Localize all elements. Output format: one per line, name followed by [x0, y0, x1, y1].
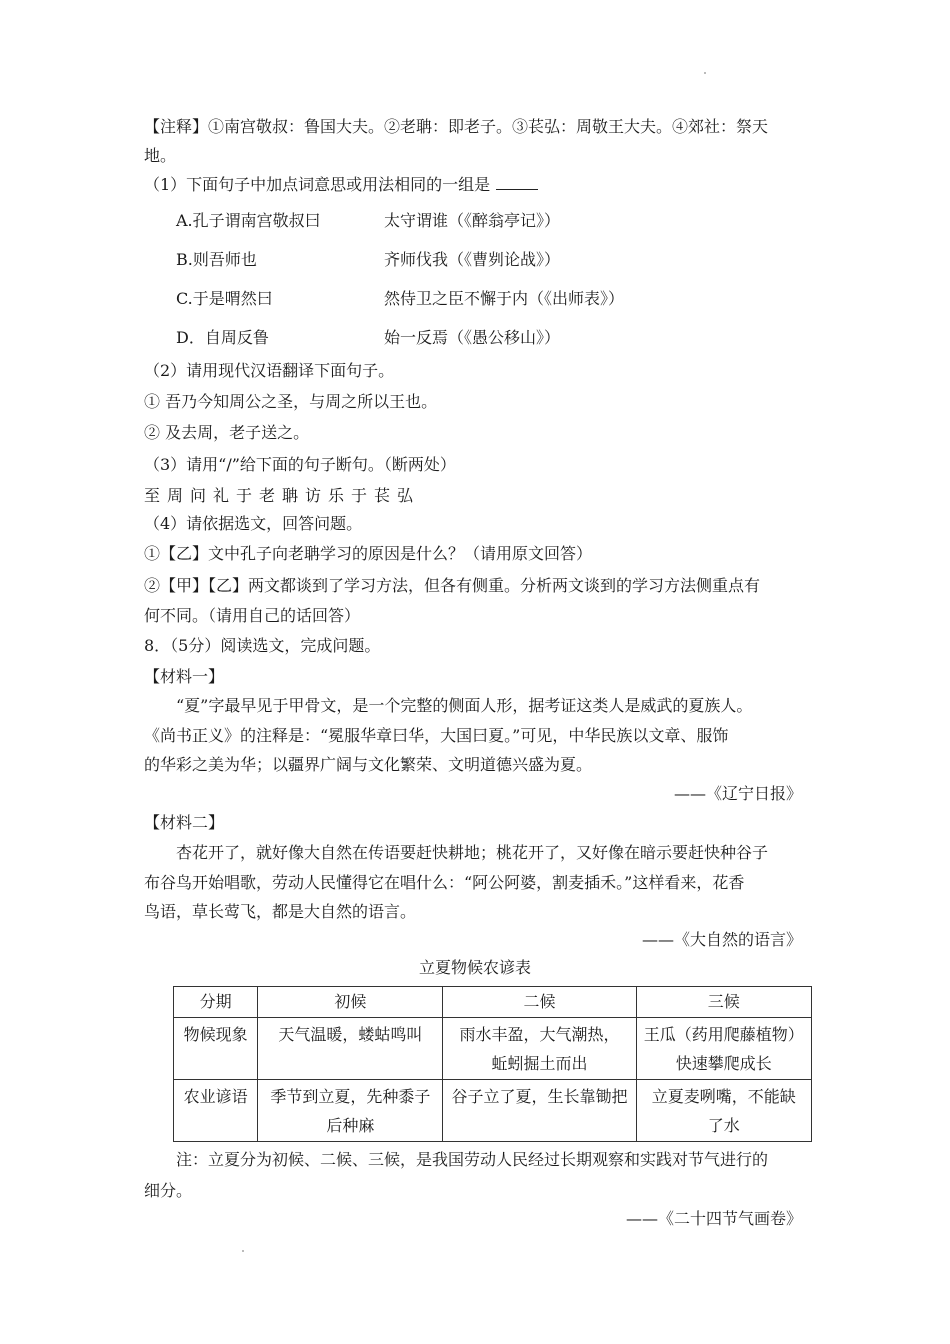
cell-line: 快速攀爬成长: [675, 1054, 772, 1073]
cell-line: 季节到立夏，先种黍子: [270, 1087, 431, 1106]
q1-option-c-left: C.于是喟然曰: [176, 289, 273, 308]
material-1-line-2: 《尚书正义》的注释是：“冕服华章曰华，大国曰夏。”可见，中华民族以文章、服饰: [144, 726, 729, 745]
q1-option-b-right: 齐师伐我（《曹刿论战》）: [384, 250, 561, 269]
q1-stem: [144, 175, 538, 195]
material-2-line-1: 杏花开了，就好像大自然在传语要赶快耕地；桃花开了，又好像在暗示要赶快种谷子: [176, 843, 769, 862]
header-first: 初候: [258, 987, 443, 1018]
q1-option-d-left: D．自周反鲁: [176, 328, 269, 347]
speck-bottom: [242, 1250, 244, 1252]
q3-stem: （3）请用“/”给下面的句子断句。（断两处）: [144, 455, 456, 474]
material-2-title: 【材料二】: [144, 813, 225, 832]
annotation-line-1: 【注释】①南宫敬叔：鲁国大夫。②老聃：即老子。③苌弘：周敬王大夫。④郊社：祭天: [144, 117, 769, 136]
cell-line: 王瓜（药用爬藤植物）: [643, 1025, 804, 1044]
q4-sub-2-line-1: ②【甲】【乙】两文都谈到了学习方法，但各有侧重。分析两文谈到的学习方法侧重点有: [144, 576, 761, 595]
cell-proverbs-second: 谷子立了夏，生长靠锄把: [443, 1080, 636, 1142]
cell-phenomena-third: [636, 1018, 811, 1080]
header-second: 二候: [443, 987, 636, 1018]
cell-line: 了水: [707, 1116, 740, 1135]
q1-option-c-right: 然侍卫之臣不懈于内（《出师表》）: [384, 289, 625, 308]
q2-stem: （2）请用现代汉语翻译下面句子。: [144, 361, 395, 380]
annotation-line-2: 地。: [144, 146, 177, 165]
row-label-phenomena: 物候现象: [174, 1018, 258, 1080]
q8-stem: 8．（5分）阅读选文，完成问题。: [144, 636, 381, 655]
material-2-line-3: 鸟语，草长莺飞，都是大自然的语言。: [144, 902, 417, 921]
cell-proverbs-third: [636, 1080, 811, 1142]
q4-sub-2-line-2: 何不同。（请用自己的话回答）: [144, 606, 361, 625]
q1-option-a-left: A.孔子谓南宫敬叔曰: [176, 211, 321, 230]
table-note-source: ——《二十四节气画卷》: [625, 1209, 802, 1228]
cell-phenomena-first: 天气温暖，蝼蛄鸣叫: [258, 1018, 443, 1080]
table-header-row: [174, 987, 812, 1018]
table-note-line-1: 注：立夏分为初候、二候、三候，是我国劳动人民经过长期观察和实践对节气进行的: [176, 1150, 769, 1169]
cell-line: 蚯蚓掘土而出: [491, 1054, 588, 1073]
q3-sentence: 至周问礼于老聃访乐于苌弘: [144, 486, 421, 505]
q4-sub-1: ①【乙】文中孔子向老聃学习的原因是什么？（请用原文回答）: [144, 544, 593, 563]
cell-phenomena-second: [443, 1018, 636, 1080]
material-2-line-2: 布谷鸟开始唱歌，劳动人民懂得它在唱什么：“阿公阿婆，割麦插禾。”这样看来，花香: [144, 873, 745, 892]
q1-stem-text: （1）下面句子中加点词意思或用法相同的一组是: [144, 175, 491, 194]
q4-stem: （4）请依据选文，回答问题。: [144, 514, 363, 533]
q2-sentence-1: ① 吾乃今知周公之圣，与周之所以王也。: [144, 392, 438, 411]
material-2-source: ——《大自然的语言》: [641, 930, 802, 949]
cell-line: 雨水丰盈，大气潮热，: [459, 1025, 620, 1044]
material-1-line-1: “夏”字最早见于甲骨文，是一个完整的侧面人形，据考证这类人是威武的夏族人。: [176, 696, 753, 715]
q1-option-a-right: 太守谓谁（《醉翁亭记》）: [384, 211, 561, 230]
header-third: 三候: [636, 987, 811, 1018]
cell-line: 立夏麦咧嘴，不能缺: [651, 1087, 796, 1106]
speck-top: [704, 72, 706, 74]
cell-proverbs-first: [258, 1080, 443, 1142]
table-row: [174, 1080, 812, 1142]
material-1-title: 【材料一】: [144, 667, 225, 686]
row-label-proverbs: 农业谚语: [174, 1080, 258, 1142]
cell-line: 后种麻: [326, 1116, 375, 1135]
table-row: [174, 1018, 812, 1080]
material-1-source: ——《辽宁日报》: [673, 784, 802, 803]
material-1-line-3: 的华彩之美为华；以疆界广阔与文化繁荣、文明道德兴盛为夏。: [144, 755, 593, 774]
q2-sentence-2: ② 及去周，老子送之。: [144, 423, 310, 442]
table-caption: 立夏物候农谚表: [418, 958, 531, 977]
q1-option-d-right: 始一反焉（《愚公移山》）: [384, 328, 561, 347]
table-note-line-2: 细分。: [144, 1181, 193, 1200]
header-period: 分期: [174, 987, 258, 1018]
answer-blank[interactable]: [496, 175, 538, 190]
phenology-table: [173, 986, 812, 1142]
q1-option-b-left: B.则吾师也: [176, 250, 257, 269]
